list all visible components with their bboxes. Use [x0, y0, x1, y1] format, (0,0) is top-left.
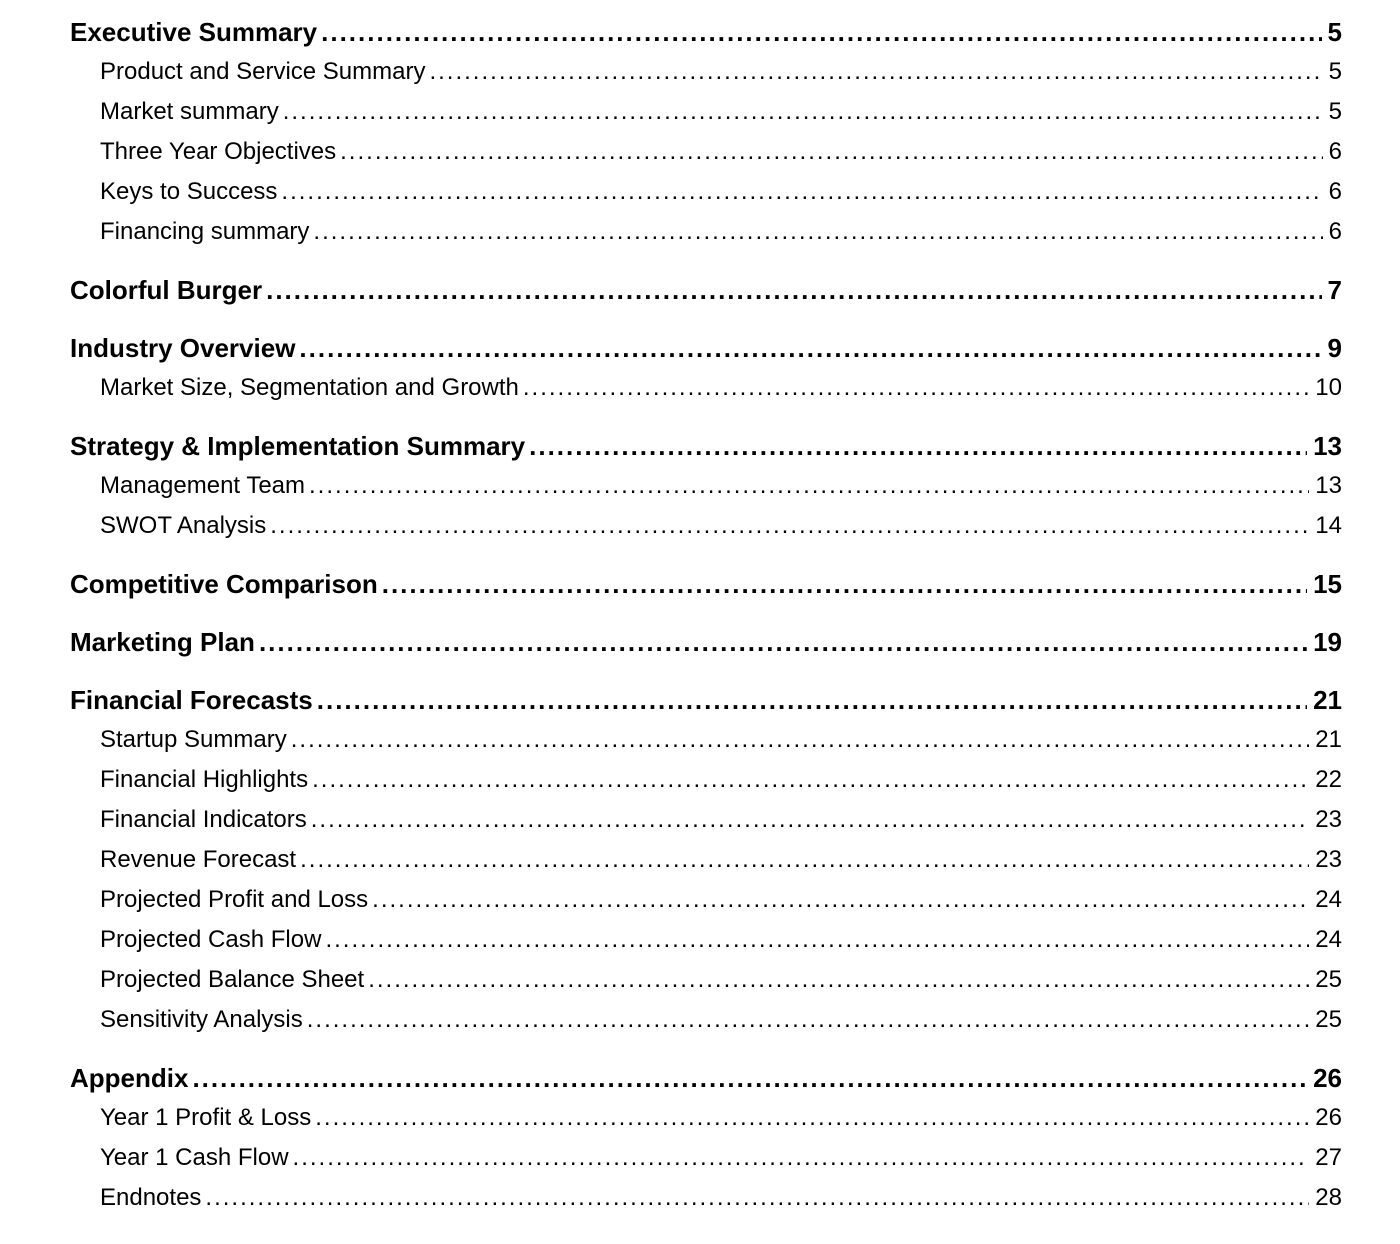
toc-entry-title: Keys to Success	[100, 178, 278, 205]
toc-entry-title: Product and Service Summary	[100, 58, 426, 85]
toc-entry-title: Financial Indicators	[100, 806, 307, 833]
dot-leader	[372, 880, 1309, 920]
toc-page-number: 13	[1313, 431, 1342, 461]
dot-leader	[309, 466, 1309, 506]
toc-page-number: 6	[1328, 218, 1342, 245]
toc-page-number: 23	[1315, 846, 1342, 873]
dot-leader	[266, 270, 1321, 310]
toc-entry-title: Management Team	[100, 472, 306, 499]
dot-leader	[259, 622, 1307, 662]
toc-page-number: 6	[1328, 178, 1342, 205]
toc-page-number: 6	[1328, 138, 1342, 165]
toc-entry-title: Three Year Objectives	[100, 138, 337, 165]
dot-leader	[300, 840, 1309, 880]
dot-leader	[340, 132, 1323, 172]
toc-page-number: 19	[1313, 627, 1342, 657]
dot-leader	[205, 1178, 1309, 1218]
toc-entry-title: Strategy & Implementation Summary	[70, 431, 526, 461]
toc-entry-title: Market summary	[100, 98, 279, 125]
dot-leader	[429, 52, 1322, 92]
toc-entry-sub[interactable]	[70, 1098, 1342, 1138]
toc-entry-sub[interactable]	[70, 212, 1342, 252]
dot-leader	[299, 328, 1321, 368]
toc-entry-title: Startup Summary	[100, 726, 287, 753]
dot-leader	[523, 368, 1309, 408]
dot-leader	[192, 1058, 1307, 1098]
toc-page-number: 7	[1327, 275, 1342, 305]
toc-entry-heading[interactable]	[70, 564, 1342, 604]
toc-entry-sub[interactable]	[70, 880, 1342, 920]
dot-leader	[281, 172, 1322, 212]
toc-entry-sub[interactable]	[70, 92, 1342, 132]
toc-entry-title: Revenue Forecast	[100, 846, 297, 873]
dot-leader	[283, 92, 1323, 132]
toc-entry-title: Market Size, Segmentation and Growth	[100, 374, 519, 401]
toc-page-number: 24	[1315, 886, 1342, 913]
toc-page-number: 14	[1315, 512, 1342, 539]
toc-entry-sub[interactable]	[70, 466, 1342, 506]
toc-entry-title: Projected Balance Sheet	[100, 966, 365, 993]
toc-entry-title: Competitive Comparison	[70, 569, 378, 599]
dot-leader	[317, 680, 1307, 720]
toc-page-number: 21	[1313, 685, 1342, 715]
toc-entry-sub[interactable]	[70, 840, 1342, 880]
toc-entry-sub[interactable]	[70, 1178, 1342, 1218]
dot-leader	[307, 1000, 1310, 1040]
toc-entry-title: Marketing Plan	[70, 627, 255, 657]
toc-entry-title: Financial Forecasts	[70, 685, 313, 715]
toc-entry-title: Appendix	[70, 1063, 189, 1093]
dot-leader	[270, 506, 1309, 546]
toc-page-number: 13	[1315, 472, 1342, 499]
toc-entry-title: Year 1 Cash Flow	[100, 1144, 289, 1171]
toc-entry-sub[interactable]	[70, 800, 1342, 840]
toc-page-number: 25	[1315, 966, 1342, 993]
toc-entry-title: Endnotes	[100, 1184, 202, 1211]
toc-page-number: 22	[1315, 766, 1342, 793]
dot-leader	[291, 720, 1310, 760]
toc-entry-heading[interactable]	[70, 12, 1342, 52]
dot-leader	[368, 960, 1309, 1000]
dot-leader	[293, 1138, 1310, 1178]
dot-leader	[382, 564, 1307, 604]
toc-entry-heading[interactable]	[70, 622, 1342, 662]
toc-page-number: 5	[1328, 58, 1342, 85]
toc-entry-title: Financial Highlights	[100, 766, 309, 793]
toc-page-number: 27	[1315, 1144, 1342, 1171]
toc-entry-sub[interactable]	[70, 1138, 1342, 1178]
toc-entry-sub[interactable]	[70, 132, 1342, 172]
toc-entry-heading[interactable]	[70, 270, 1342, 310]
toc-entry-sub[interactable]	[70, 960, 1342, 1000]
toc-page-number: 25	[1315, 1006, 1342, 1033]
toc-page-number: 5	[1328, 98, 1342, 125]
toc-page-number: 26	[1313, 1063, 1342, 1093]
toc-entry-heading[interactable]	[70, 328, 1342, 368]
toc-entry-title: Projected Profit and Loss	[100, 886, 369, 913]
toc-entry-title: Industry Overview	[70, 333, 296, 363]
toc-page-number: 15	[1313, 569, 1342, 599]
toc-page-number: 10	[1315, 374, 1342, 401]
toc-entry-sub[interactable]	[70, 760, 1342, 800]
toc-page-number: 21	[1315, 726, 1342, 753]
dot-leader	[311, 800, 1310, 840]
toc-entry-title: Projected Cash Flow	[100, 926, 322, 953]
toc-entry-sub[interactable]	[70, 368, 1342, 408]
table-of-contents	[70, 12, 1342, 1218]
dot-leader	[312, 760, 1309, 800]
dot-leader	[529, 426, 1307, 466]
toc-entry-title: Year 1 Profit & Loss	[100, 1104, 312, 1131]
dot-leader	[313, 212, 1322, 252]
dot-leader	[325, 920, 1309, 960]
toc-entry-sub[interactable]	[70, 720, 1342, 760]
toc-entry-sub[interactable]	[70, 52, 1342, 92]
toc-entry-sub[interactable]	[70, 1000, 1342, 1040]
toc-page-number: 23	[1315, 806, 1342, 833]
toc-page-number: 9	[1327, 333, 1342, 363]
toc-page-number: 28	[1315, 1184, 1342, 1211]
toc-entry-sub[interactable]	[70, 506, 1342, 546]
toc-page-number: 24	[1315, 926, 1342, 953]
toc-entry-heading[interactable]	[70, 680, 1342, 720]
toc-entry-title: SWOT Analysis	[100, 512, 267, 539]
dot-leader	[321, 12, 1321, 52]
toc-entry-heading[interactable]	[70, 1058, 1342, 1098]
toc-entry-title: Financing summary	[100, 218, 310, 245]
toc-entry-title: Executive Summary	[70, 17, 318, 47]
toc-entry-sub[interactable]	[70, 920, 1342, 960]
toc-entry-heading[interactable]	[70, 426, 1342, 466]
toc-entry-title: Sensitivity Analysis	[100, 1006, 303, 1033]
toc-entry-sub[interactable]	[70, 172, 1342, 212]
toc-entry-title: Colorful Burger	[70, 275, 263, 305]
toc-page-number: 5	[1327, 17, 1342, 47]
dot-leader	[315, 1098, 1309, 1138]
toc-page-number: 26	[1315, 1104, 1342, 1131]
